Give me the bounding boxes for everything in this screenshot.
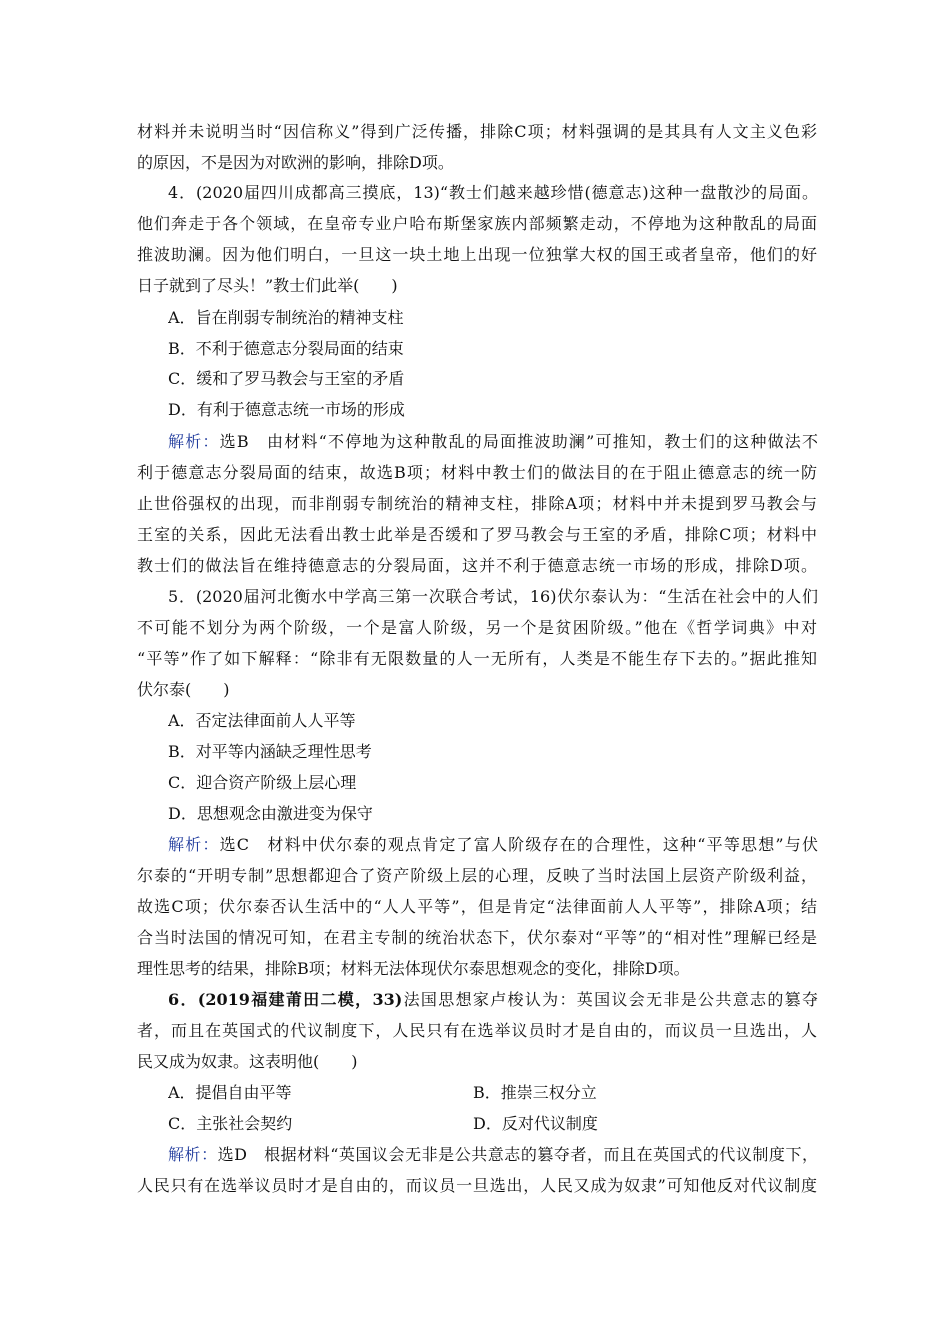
q5-analysis-line-4: 合当时法国的情况可知，在君主专制的统治状态下，伏尔泰对“平等”的“相对性”理解已经是: [137, 928, 817, 947]
q5-option-a: A．否定法律面前人人平等: [168, 711, 356, 730]
q4-stem-line-1: 4．(2020届四川成都高三摸底，13)“教士们越来越珍惜(德意志)这种一盘散沙的局面。: [168, 183, 818, 202]
q4-analysis-line-2: 利于德意志分裂局面的结束，故选B项；材料中教士们的做法目的在于阻止德意志的统一防: [137, 463, 817, 482]
q6-option-b: B．推崇三权分立: [473, 1083, 597, 1102]
q5-analysis-line-3: 故选C项；伏尔泰否认生活中的“人人平等”，但是肯定“法律面前人人平等”，排除A项；结: [137, 897, 817, 916]
q4-analysis-line-4: 王室的关系，因此无法看出教士此举是否缓和了罗马教会与王室的矛盾，排除C项；材料中: [137, 525, 817, 544]
q6-stem-line-3: 民又成为奴隶。这表明他( ): [137, 1052, 358, 1071]
q4-analysis-label: 解析：: [168, 432, 220, 451]
q4-option-c: C．缓和了罗马教会与王室的矛盾: [168, 369, 405, 388]
q5-analysis-label: 解析：: [168, 835, 220, 854]
q6-option-a: A．提倡自由平等: [168, 1083, 292, 1102]
q5-stem-line-2: 不可能不划分为两个阶级，一个是富人阶级，另一个是贫困阶级。”他在《哲学词典》中对: [137, 618, 817, 637]
q5-analysis-line-1: [168, 830, 818, 860]
q5-stem-line-4: 伏尔泰( ): [137, 680, 230, 699]
q4-option-d: D．有利于德意志统一市场的形成: [168, 400, 405, 419]
q4-analysis-first: 选B 由材料“不停地为这种散乱的局面推波助澜”可推知，教士们的这种做法不: [219, 432, 818, 451]
q5-option-c: C．迎合资产阶级上层心理: [168, 773, 357, 792]
q6-stem-line-1: [168, 985, 818, 1015]
q5-stem-line-3: “平等”作了如下解释：“除非有无限数量的人一无所有，人类是不能生存下去的。”据此推知: [137, 649, 817, 668]
q6-analysis-line-2: 人民只有在选举议员时才是自由的，而议员一旦选出，人民又成为奴隶”可知他反对代议制度: [137, 1176, 817, 1195]
q4-analysis-line-1: [168, 427, 818, 457]
q5-analysis-line-2: 尔泰的“开明专制”思想都迎合了资产阶级上层的心理，反映了当时法国上层资产阶级利益，: [137, 866, 817, 885]
q6-analysis-first: 选D 根据材料“英国议会无非是公共意志的篡夺者，而且在英国式的代议制度下，: [217, 1145, 818, 1164]
q6-option-c: C．主张社会契约: [168, 1114, 293, 1133]
q4-stem-line-3: 推波助澜。因为他们明白，一旦这一块土地上出现一位独掌大权的国王或者皇帝，他们的好: [137, 245, 817, 264]
q5-analysis-first: 选C 材料中伏尔泰的观点肯定了富人阶级存在的合理性，这种“平等思想”与伏: [219, 835, 818, 854]
q4-option-a: A．旨在削弱专制统治的精神支柱: [168, 308, 404, 327]
q6-analysis-line-1: [168, 1140, 818, 1170]
q5-option-d: D．思想观念由激进变为保守: [168, 804, 373, 823]
q5-stem-line-1: 5．(2020届河北衡水中学高三第一次联合考试，16)伏尔泰认为：“生活在社会中的人们: [168, 587, 818, 606]
q6-option-d: D．反对代议制度: [473, 1114, 598, 1133]
q4-analysis-line-5: 教士们的做法旨在维持德意志的分裂局面，这并不利于德意志统一市场的形成，排除D项。: [137, 556, 817, 575]
q4-stem-line-2: 他们奔走于各个领域，在皇帝专业户哈布斯堡家族内部频繁走动，不停地为这种散乱的局面: [137, 214, 817, 233]
q5-analysis-line-5: 理性思考的结果，排除B项；材料无法体现伏尔泰思想观念的变化，排除D项。: [137, 959, 690, 978]
q5-option-b: B．对平等内涵缺乏理性思考: [168, 742, 372, 761]
q6-analysis-label: 解析：: [168, 1145, 218, 1164]
intro-line-2: 的原因，不是因为对欧洲的影响，排除D项。: [137, 153, 454, 172]
q4-analysis-line-3: 止世俗强权的出现，而非削弱专制统治的精神支柱，排除A项；材料中并未提到罗马教会与: [137, 494, 817, 513]
q4-stem-line-4: 日子就到了尽头！”教士们此举( ): [137, 276, 398, 295]
q6-stem-head: 6．(2019福建莆田二模，33): [168, 990, 403, 1009]
q4-option-b: B．不利于德意志分裂局面的结束: [168, 339, 404, 358]
q6-stem-line-2: 者，而且在英国式的代议制度下，人民只有在选举议员时才是自由的，而议员一旦选出，人: [137, 1021, 817, 1040]
q6-stem-first: 法国思想家卢梭认为：英国议会无非是公共意志的篡夺: [402, 990, 818, 1009]
intro-line-1: 材料并未说明当时“因信称义”得到广泛传播，排除C项；材料强调的是其具有人文主义色彩: [137, 122, 817, 141]
